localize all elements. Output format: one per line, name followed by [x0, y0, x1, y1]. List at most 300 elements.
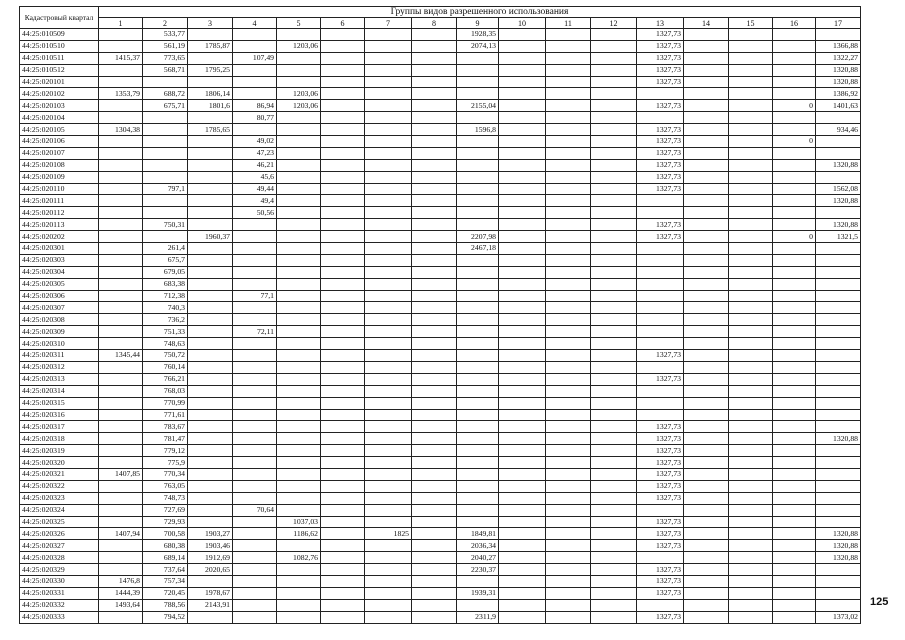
value-cell	[684, 361, 729, 373]
value-cell: 2074,13	[457, 40, 499, 52]
value-cell	[773, 575, 816, 587]
value-cell	[365, 338, 412, 350]
value-cell	[233, 528, 277, 540]
value-cell	[233, 29, 277, 41]
value-cell	[684, 100, 729, 112]
value-cell	[773, 266, 816, 278]
value-cell	[499, 457, 546, 469]
value-cell	[365, 76, 412, 88]
value-cell	[321, 445, 365, 457]
value-cell	[773, 564, 816, 576]
value-cell	[277, 124, 321, 136]
table-row	[20, 254, 861, 266]
value-cell	[321, 599, 365, 611]
value-cell	[499, 231, 546, 243]
value-cell	[412, 575, 457, 587]
value-cell: 1327,73	[637, 373, 684, 385]
value-cell	[412, 611, 457, 623]
value-cell	[321, 409, 365, 421]
value-cell	[412, 599, 457, 611]
value-cell	[816, 266, 861, 278]
cadastral-quarter-cell: 44:25:020112	[20, 207, 99, 219]
column-number-header: 17	[816, 18, 861, 29]
value-cell	[188, 457, 233, 469]
value-cell	[773, 350, 816, 362]
cadastral-quarter-cell: 44:25:020323	[20, 492, 99, 504]
value-cell	[591, 171, 637, 183]
value-cell	[321, 52, 365, 64]
value-cell	[773, 40, 816, 52]
value-cell	[816, 480, 861, 492]
cadastral-quarter-header: Кадастровый квартал	[20, 7, 99, 29]
value-cell	[591, 254, 637, 266]
value-cell	[591, 587, 637, 599]
value-cell: 1386,92	[816, 88, 861, 100]
value-cell	[412, 183, 457, 195]
value-cell	[546, 421, 591, 433]
value-cell	[321, 457, 365, 469]
value-cell	[591, 100, 637, 112]
value-cell	[684, 207, 729, 219]
value-cell	[412, 29, 457, 41]
value-cell	[233, 433, 277, 445]
table-row	[20, 445, 861, 457]
value-cell	[457, 385, 499, 397]
value-cell	[99, 361, 143, 373]
value-cell: 794,52	[143, 611, 188, 623]
value-cell	[729, 504, 773, 516]
value-cell	[412, 552, 457, 564]
cadastral-quarter-cell: 44:25:020104	[20, 112, 99, 124]
value-cell	[591, 52, 637, 64]
value-cell	[99, 147, 143, 159]
value-cell	[365, 171, 412, 183]
value-cell: 1203,06	[277, 100, 321, 112]
value-cell	[499, 207, 546, 219]
cadastral-quarter-cell: 44:25:020202	[20, 231, 99, 243]
value-cell	[591, 219, 637, 231]
cadastral-quarter-cell: 44:25:020107	[20, 147, 99, 159]
value-cell	[277, 159, 321, 171]
value-cell	[365, 302, 412, 314]
value-cell	[546, 266, 591, 278]
value-cell: 1320,88	[816, 219, 861, 231]
column-number-header: 10	[499, 18, 546, 29]
value-cell	[546, 326, 591, 338]
value-cell	[321, 528, 365, 540]
value-cell	[321, 468, 365, 480]
value-cell: 775,9	[143, 457, 188, 469]
value-cell	[457, 254, 499, 266]
value-cell: 683,38	[143, 278, 188, 290]
value-cell	[412, 243, 457, 255]
value-cell	[499, 492, 546, 504]
value-cell	[188, 76, 233, 88]
value-cell	[277, 421, 321, 433]
value-cell	[365, 516, 412, 528]
value-cell	[773, 361, 816, 373]
value-cell	[591, 338, 637, 350]
value-cell	[233, 278, 277, 290]
cadastral-quarter-cell: 44:25:020305	[20, 278, 99, 290]
value-cell: 768,03	[143, 385, 188, 397]
value-cell	[684, 76, 729, 88]
value-cell: 1849,81	[457, 528, 499, 540]
value-cell	[277, 290, 321, 302]
value-cell: 1345,44	[99, 350, 143, 362]
value-cell	[457, 64, 499, 76]
value-cell	[637, 338, 684, 350]
value-cell	[457, 314, 499, 326]
value-cell	[457, 409, 499, 421]
value-cell	[546, 171, 591, 183]
table-row	[20, 611, 861, 623]
value-cell	[499, 350, 546, 362]
value-cell	[188, 326, 233, 338]
value-cell	[412, 421, 457, 433]
value-cell	[188, 504, 233, 516]
value-cell	[99, 136, 143, 148]
value-cell	[321, 290, 365, 302]
value-cell	[499, 40, 546, 52]
value-cell: 1912,69	[188, 552, 233, 564]
value-cell	[321, 147, 365, 159]
value-cell	[499, 29, 546, 41]
value-cell	[412, 528, 457, 540]
value-cell	[729, 254, 773, 266]
value-cell	[546, 468, 591, 480]
value-cell	[729, 361, 773, 373]
value-cell	[684, 266, 729, 278]
table-row	[20, 468, 861, 480]
value-cell	[773, 338, 816, 350]
value-cell	[816, 112, 861, 124]
value-cell	[233, 397, 277, 409]
value-cell: 1444,39	[99, 587, 143, 599]
value-cell	[684, 504, 729, 516]
value-cell	[729, 76, 773, 88]
value-cell	[816, 575, 861, 587]
value-cell	[321, 611, 365, 623]
value-cell	[412, 338, 457, 350]
value-cell	[591, 397, 637, 409]
value-cell	[143, 159, 188, 171]
value-cell	[729, 136, 773, 148]
value-cell: 1825	[365, 528, 412, 540]
value-cell: 47,23	[233, 147, 277, 159]
value-cell: 748,63	[143, 338, 188, 350]
value-cell: 107,49	[233, 52, 277, 64]
value-cell	[637, 599, 684, 611]
cadastral-quarter-cell: 44:25:020111	[20, 195, 99, 207]
value-cell	[457, 278, 499, 290]
value-cell	[99, 290, 143, 302]
value-cell: 1203,06	[277, 88, 321, 100]
cadastral-quarter-cell: 44:25:020326	[20, 528, 99, 540]
value-cell	[816, 136, 861, 148]
value-cell: 1320,88	[816, 64, 861, 76]
value-cell	[684, 587, 729, 599]
value-cell	[729, 159, 773, 171]
value-cell	[729, 88, 773, 100]
value-cell	[499, 219, 546, 231]
value-cell	[591, 207, 637, 219]
value-cell	[233, 599, 277, 611]
value-cell	[773, 29, 816, 41]
cadastral-quarter-cell: 44:25:020332	[20, 599, 99, 611]
cadastral-quarter-cell: 44:25:020320	[20, 457, 99, 469]
value-cell	[684, 278, 729, 290]
table-row	[20, 76, 861, 88]
value-cell	[546, 64, 591, 76]
cadastral-quarter-cell: 44:25:020304	[20, 266, 99, 278]
table-row	[20, 457, 861, 469]
group-header-row	[20, 7, 861, 18]
value-cell	[546, 159, 591, 171]
value-cell	[188, 421, 233, 433]
value-cell	[412, 397, 457, 409]
value-cell	[412, 409, 457, 421]
value-cell	[546, 112, 591, 124]
value-cell	[816, 147, 861, 159]
column-number-header: 15	[729, 18, 773, 29]
cadastral-quarter-cell: 44:25:020108	[20, 159, 99, 171]
value-cell: 1407,94	[99, 528, 143, 540]
table-row	[20, 326, 861, 338]
cadastral-quarter-cell: 44:25:020303	[20, 254, 99, 266]
value-cell: 727,69	[143, 504, 188, 516]
cadastral-quarter-cell: 44:25:020313	[20, 373, 99, 385]
value-cell	[546, 457, 591, 469]
value-cell	[729, 243, 773, 255]
value-cell	[637, 290, 684, 302]
value-cell: 1327,73	[637, 564, 684, 576]
value-cell: 1320,88	[816, 76, 861, 88]
column-number-header: 3	[188, 18, 233, 29]
value-cell	[143, 171, 188, 183]
value-cell	[816, 350, 861, 362]
value-cell	[729, 373, 773, 385]
value-cell	[143, 112, 188, 124]
table-row	[20, 171, 861, 183]
value-cell	[365, 504, 412, 516]
value-cell	[499, 88, 546, 100]
value-cell	[321, 207, 365, 219]
value-cell	[277, 326, 321, 338]
value-cell	[591, 599, 637, 611]
value-cell: 771,61	[143, 409, 188, 421]
value-cell	[499, 611, 546, 623]
value-cell	[637, 326, 684, 338]
value-cell	[729, 219, 773, 231]
value-cell	[321, 373, 365, 385]
value-cell	[412, 385, 457, 397]
value-cell	[729, 552, 773, 564]
value-cell	[321, 385, 365, 397]
cadastral-quarter-cell: 44:25:020312	[20, 361, 99, 373]
value-cell: 1304,38	[99, 124, 143, 136]
value-cell	[365, 373, 412, 385]
value-cell	[773, 159, 816, 171]
value-cell	[499, 278, 546, 290]
value-cell	[188, 254, 233, 266]
value-cell	[233, 266, 277, 278]
value-cell	[277, 540, 321, 552]
value-cell	[729, 611, 773, 623]
value-cell	[684, 314, 729, 326]
value-cell	[365, 492, 412, 504]
value-cell	[233, 457, 277, 469]
value-cell	[637, 266, 684, 278]
value-cell	[684, 433, 729, 445]
value-cell	[365, 100, 412, 112]
table-row	[20, 219, 861, 231]
value-cell: 1327,73	[637, 575, 684, 587]
value-cell	[816, 421, 861, 433]
table-row	[20, 350, 861, 362]
value-cell	[233, 350, 277, 362]
cadastral-quarter-cell: 44:25:010510	[20, 40, 99, 52]
value-cell	[321, 564, 365, 576]
value-cell	[773, 76, 816, 88]
value-cell	[637, 385, 684, 397]
value-cell	[546, 599, 591, 611]
value-cell: 1978,67	[188, 587, 233, 599]
value-cell	[321, 361, 365, 373]
value-cell	[773, 457, 816, 469]
value-cell	[412, 52, 457, 64]
value-cell	[99, 243, 143, 255]
cadastral-quarter-cell: 44:25:020105	[20, 124, 99, 136]
value-cell	[99, 433, 143, 445]
value-cell	[773, 385, 816, 397]
value-cell	[233, 587, 277, 599]
value-cell: 1327,73	[637, 433, 684, 445]
value-cell	[321, 314, 365, 326]
value-cell	[457, 373, 499, 385]
value-cell: 1082,76	[277, 552, 321, 564]
value-cell	[546, 445, 591, 457]
value-cell	[546, 124, 591, 136]
value-cell	[99, 504, 143, 516]
value-cell	[546, 314, 591, 326]
value-cell	[457, 516, 499, 528]
value-cell: 2207,98	[457, 231, 499, 243]
value-cell	[591, 112, 637, 124]
value-cell	[773, 409, 816, 421]
value-cell: 766,21	[143, 373, 188, 385]
value-cell	[321, 29, 365, 41]
value-cell: 49,4	[233, 195, 277, 207]
value-cell	[546, 564, 591, 576]
value-cell	[637, 504, 684, 516]
value-cell	[816, 516, 861, 528]
value-cell	[457, 147, 499, 159]
value-cell	[684, 528, 729, 540]
cadastral-quarter-cell: 44:25:010511	[20, 52, 99, 64]
value-cell	[365, 575, 412, 587]
value-cell	[773, 243, 816, 255]
value-cell	[321, 326, 365, 338]
value-cell	[188, 492, 233, 504]
value-cell	[773, 124, 816, 136]
value-cell	[499, 183, 546, 195]
value-cell	[188, 611, 233, 623]
value-cell	[773, 480, 816, 492]
value-cell	[684, 254, 729, 266]
table-row	[20, 564, 861, 576]
value-cell	[365, 457, 412, 469]
value-cell	[816, 457, 861, 469]
cadastral-quarter-cell: 44:25:020103	[20, 100, 99, 112]
table-row	[20, 124, 861, 136]
value-cell: 1320,88	[816, 528, 861, 540]
cadastral-quarter-cell: 44:25:020321	[20, 468, 99, 480]
table-row	[20, 40, 861, 52]
value-cell	[99, 552, 143, 564]
value-cell: 1327,73	[637, 29, 684, 41]
value-cell	[773, 314, 816, 326]
value-cell	[277, 373, 321, 385]
value-cell	[233, 492, 277, 504]
value-cell	[591, 124, 637, 136]
value-cell	[684, 373, 729, 385]
value-cell: 2020,65	[188, 564, 233, 576]
value-cell: 1327,73	[637, 219, 684, 231]
value-cell: 770,34	[143, 468, 188, 480]
value-cell	[233, 338, 277, 350]
table-row	[20, 231, 861, 243]
value-cell	[816, 445, 861, 457]
value-cell: 797,1	[143, 183, 188, 195]
value-cell	[637, 112, 684, 124]
table-row	[20, 52, 861, 64]
value-cell	[321, 516, 365, 528]
table-row	[20, 100, 861, 112]
value-cell	[233, 361, 277, 373]
value-cell	[412, 492, 457, 504]
table-row	[20, 64, 861, 76]
value-cell	[457, 480, 499, 492]
value-cell	[233, 468, 277, 480]
value-cell: 1327,73	[637, 516, 684, 528]
value-cell	[773, 195, 816, 207]
cadastral-quarter-cell: 44:25:020317	[20, 421, 99, 433]
cadastral-quarter-cell: 44:25:020301	[20, 243, 99, 255]
value-cell	[457, 468, 499, 480]
value-cell	[684, 540, 729, 552]
value-cell	[499, 314, 546, 326]
value-cell	[233, 302, 277, 314]
column-number-header: 16	[773, 18, 816, 29]
value-cell	[457, 207, 499, 219]
value-cell	[684, 231, 729, 243]
cadastral-quarter-cell: 44:25:020322	[20, 480, 99, 492]
value-cell	[499, 516, 546, 528]
value-cell	[188, 373, 233, 385]
value-cell	[546, 100, 591, 112]
value-cell	[365, 409, 412, 421]
value-cell: 675,7	[143, 254, 188, 266]
table-row	[20, 266, 861, 278]
value-cell	[546, 136, 591, 148]
value-cell	[499, 171, 546, 183]
value-cell	[729, 100, 773, 112]
value-cell	[499, 587, 546, 599]
value-cell	[684, 457, 729, 469]
value-cell: 2467,18	[457, 243, 499, 255]
value-cell	[457, 350, 499, 362]
